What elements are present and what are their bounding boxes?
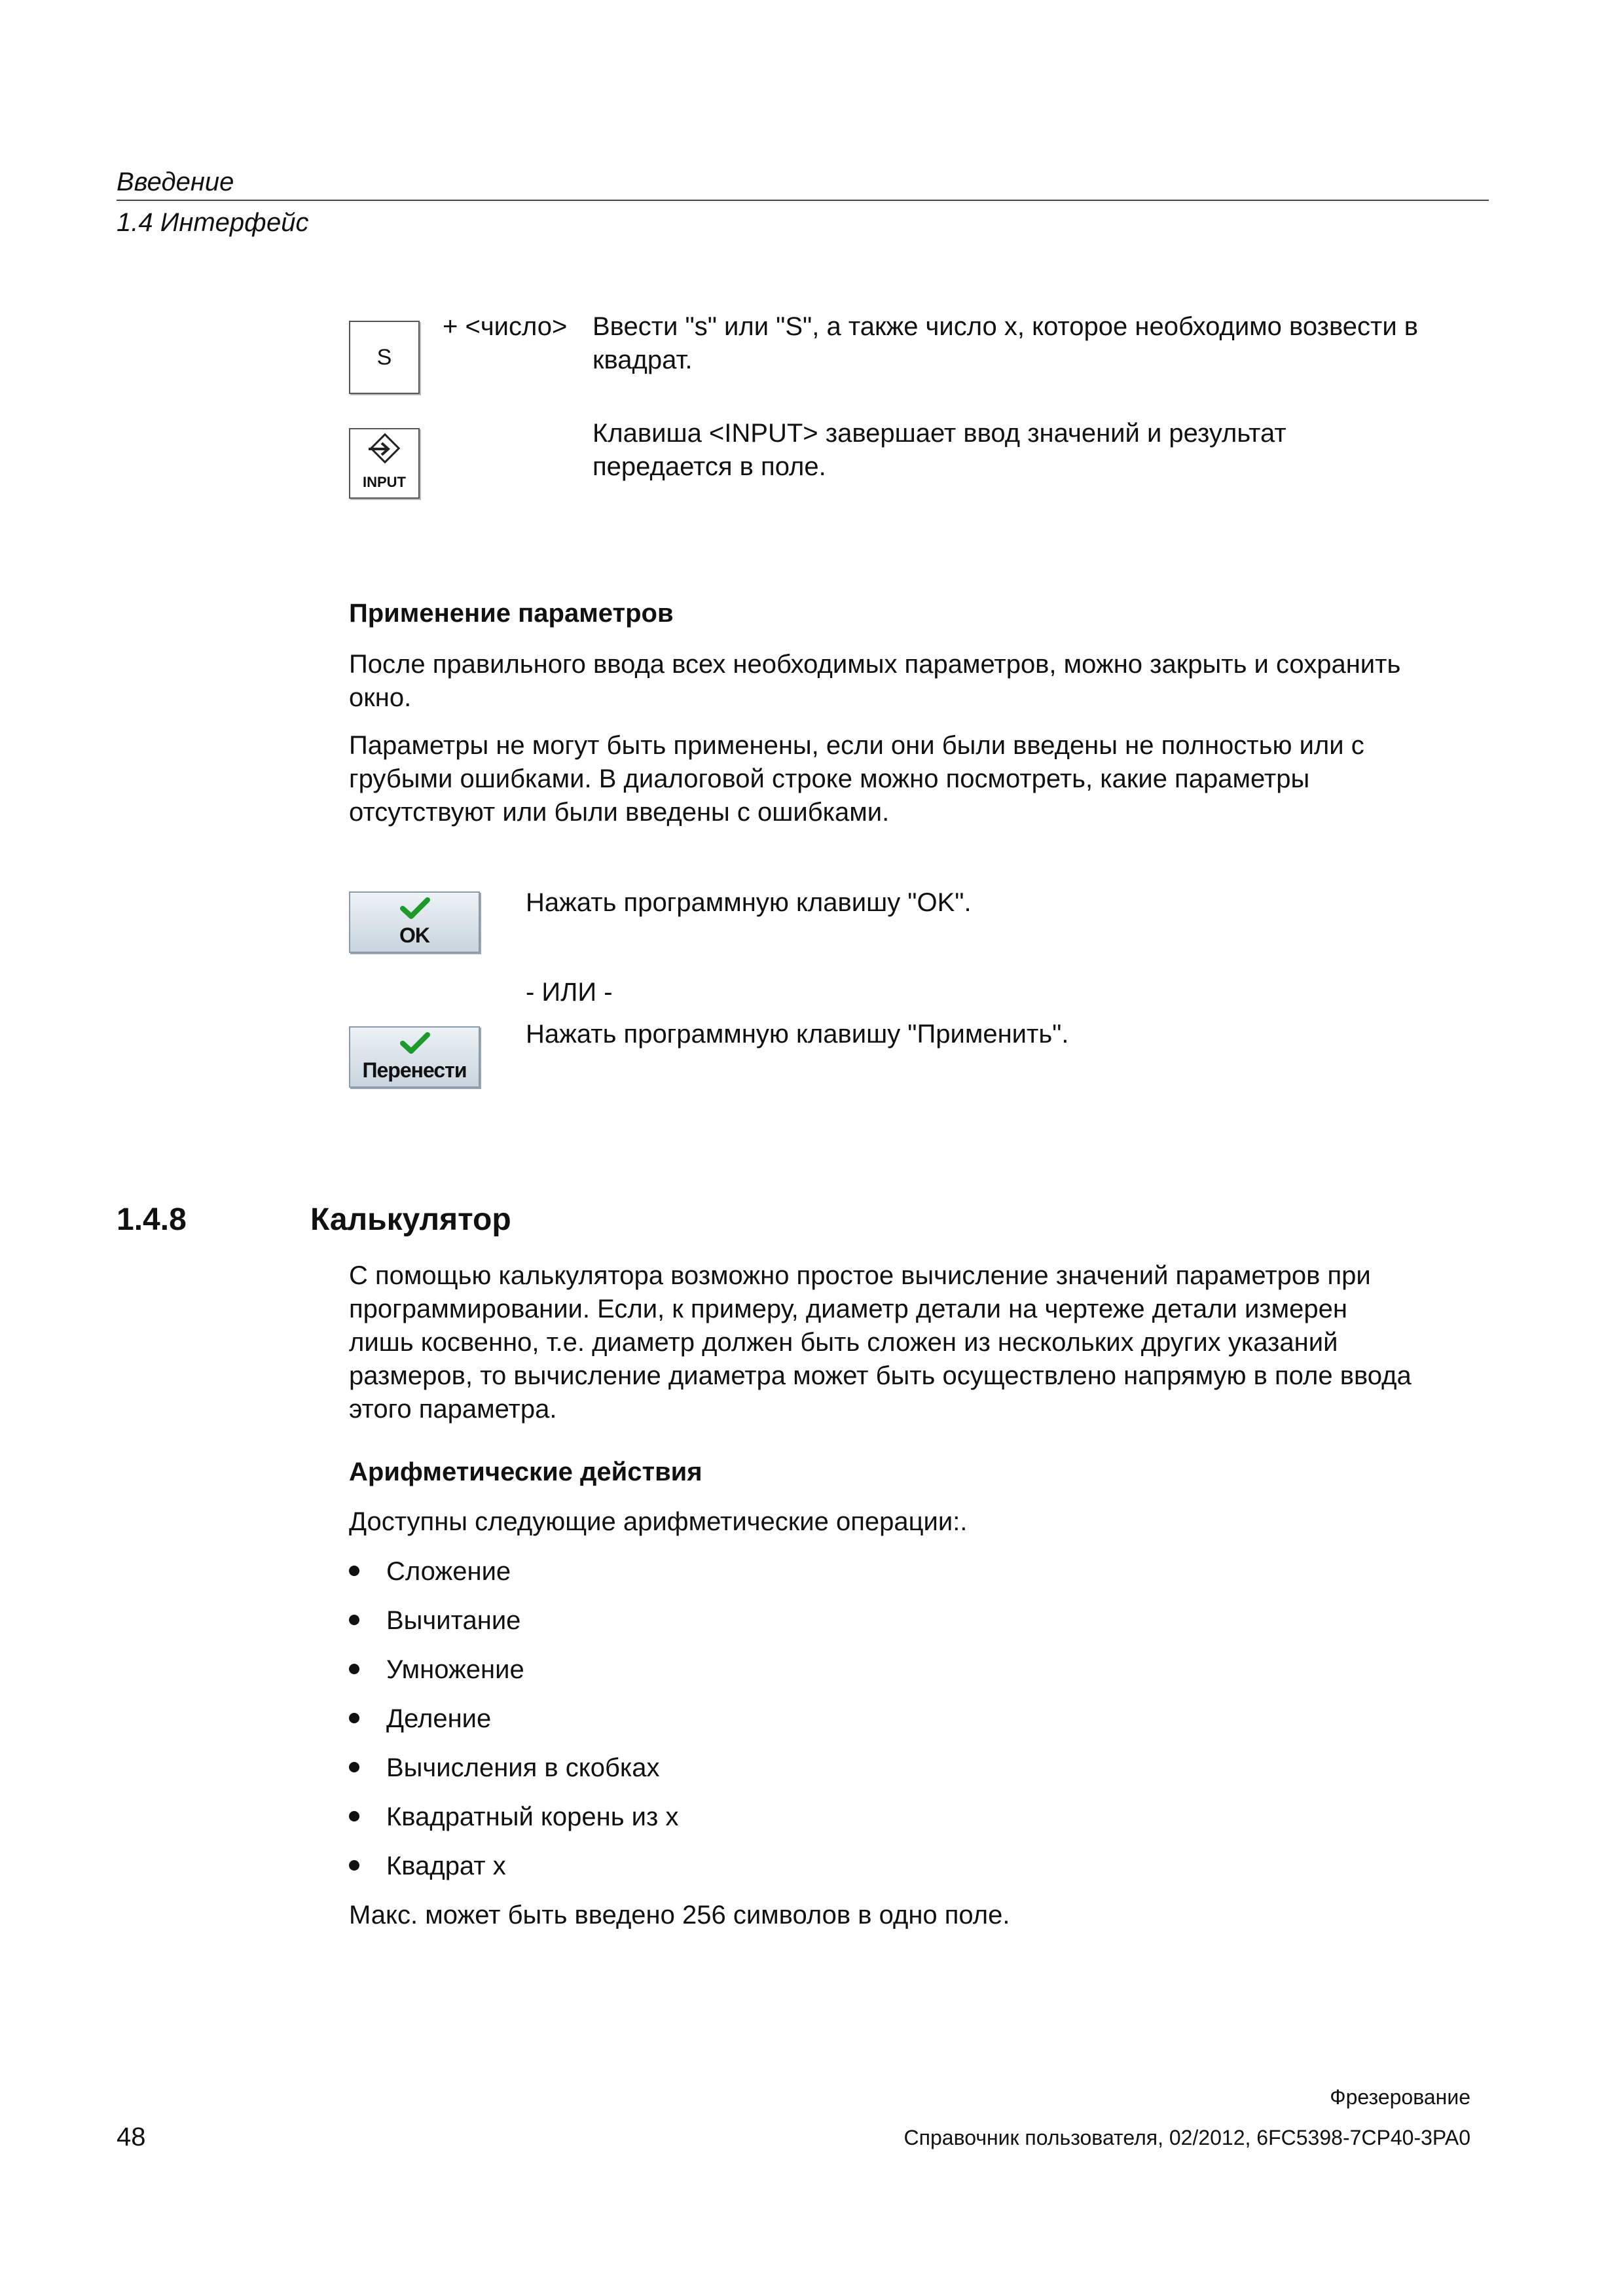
header-chapter: Введение <box>117 168 234 196</box>
bullet-icon <box>349 1664 359 1674</box>
bullet-icon <box>349 1860 359 1871</box>
bullet-icon <box>349 1762 359 1772</box>
ops-intro: Доступны следующие арифметические операции:. <box>349 1507 968 1536</box>
page-number: 48 <box>117 2123 146 2151</box>
ok-softkey <box>349 891 480 953</box>
checkmark-icon <box>400 1031 430 1055</box>
input-desc-line1: Клавиша <INPUT> завершает ввод значений и результат <box>593 419 1286 448</box>
apply-instruction: Нажать программную клавишу "Применить". <box>526 1020 1069 1049</box>
calc-intro-line3: лишь косвенно, т.е. диаметр должен быть сложен из нескольких других указаний <box>349 1328 1338 1357</box>
calc-intro-line2: программировании. Если, к примеру, диаметр детали на чертеже детали измерен <box>349 1295 1347 1323</box>
s-desc-line1: Ввести "s" или "S", а также число x, которое необходимо возвести в <box>593 312 1419 341</box>
calc-intro-line4: размеров, то вычисление диаметра может быть осуществлено напрямую в поле ввода <box>349 1361 1412 1390</box>
apply-softkey <box>349 1026 480 1088</box>
s-key-label: S <box>376 344 392 370</box>
ok-instruction: Нажать программную клавишу "OK". <box>526 888 972 917</box>
ok-softkey-label: OK <box>399 924 429 947</box>
apply-para2-line2: грубыми ошибками. В диалоговой строке можно посмотреть, какие параметры <box>349 764 1310 793</box>
list-item-label: Квадратный корень из x <box>386 1803 679 1831</box>
apply-para2-line3: отсутствуют или были введены с ошибками. <box>349 798 890 827</box>
list-item-label: Сложение <box>386 1557 511 1586</box>
section-number: 1.4.8 <box>117 1202 187 1237</box>
max-note: Макс. может быть введено 256 символов в одно поле. <box>349 1901 1010 1929</box>
list-item-label: Вычитание <box>386 1606 521 1635</box>
input-key-icon <box>349 428 420 499</box>
section-title: Калькулятор <box>310 1202 511 1237</box>
header-section: 1.4 Интерфейс <box>117 208 309 237</box>
header-rule <box>117 200 1489 201</box>
calc-intro-line5: этого параметра. <box>349 1395 557 1424</box>
list-item-label: Деление <box>386 1704 492 1733</box>
apply-softkey-label: Перенести <box>362 1058 467 1082</box>
list-item-label: Вычисления в скобках <box>386 1753 660 1782</box>
list-item-label: Умножение <box>386 1655 524 1684</box>
bullet-icon <box>349 1566 359 1576</box>
input-arrow-icon <box>350 429 418 475</box>
s-modifier-text: + <число> <box>443 312 568 341</box>
or-text: - ИЛИ - <box>526 978 613 1007</box>
bullet-icon <box>349 1713 359 1723</box>
apply-para1-line2: окно. <box>349 683 412 712</box>
calc-intro-line1: С помощью калькулятора возможно простое вычисление значений параметров при <box>349 1261 1371 1290</box>
s-desc-line2: квадрат. <box>593 346 693 374</box>
ops-heading: Арифметические действия <box>349 1458 702 1486</box>
s-key-icon <box>349 321 420 394</box>
bullet-icon <box>349 1811 359 1821</box>
footer-product: Фрезерование <box>1330 2085 1470 2109</box>
checkmark-icon <box>400 897 430 920</box>
apply-para2-line1: Параметры не могут быть применены, если они были введены не полностью или с <box>349 731 1364 760</box>
apply-para1-line1: После правильного ввода всех необходимых параметров, можно закрыть и сохранить <box>349 650 1401 679</box>
footer-doc-ref: Справочник пользователя, 02/2012, 6FC5398-7CP40-3PA0 <box>903 2126 1470 2149</box>
list-item-label: Квадрат x <box>386 1852 506 1880</box>
apply-heading: Применение параметров <box>349 599 674 628</box>
input-desc-line2: передается в поле. <box>593 452 826 481</box>
bullet-icon <box>349 1615 359 1625</box>
input-key-label: INPUT <box>363 474 406 490</box>
